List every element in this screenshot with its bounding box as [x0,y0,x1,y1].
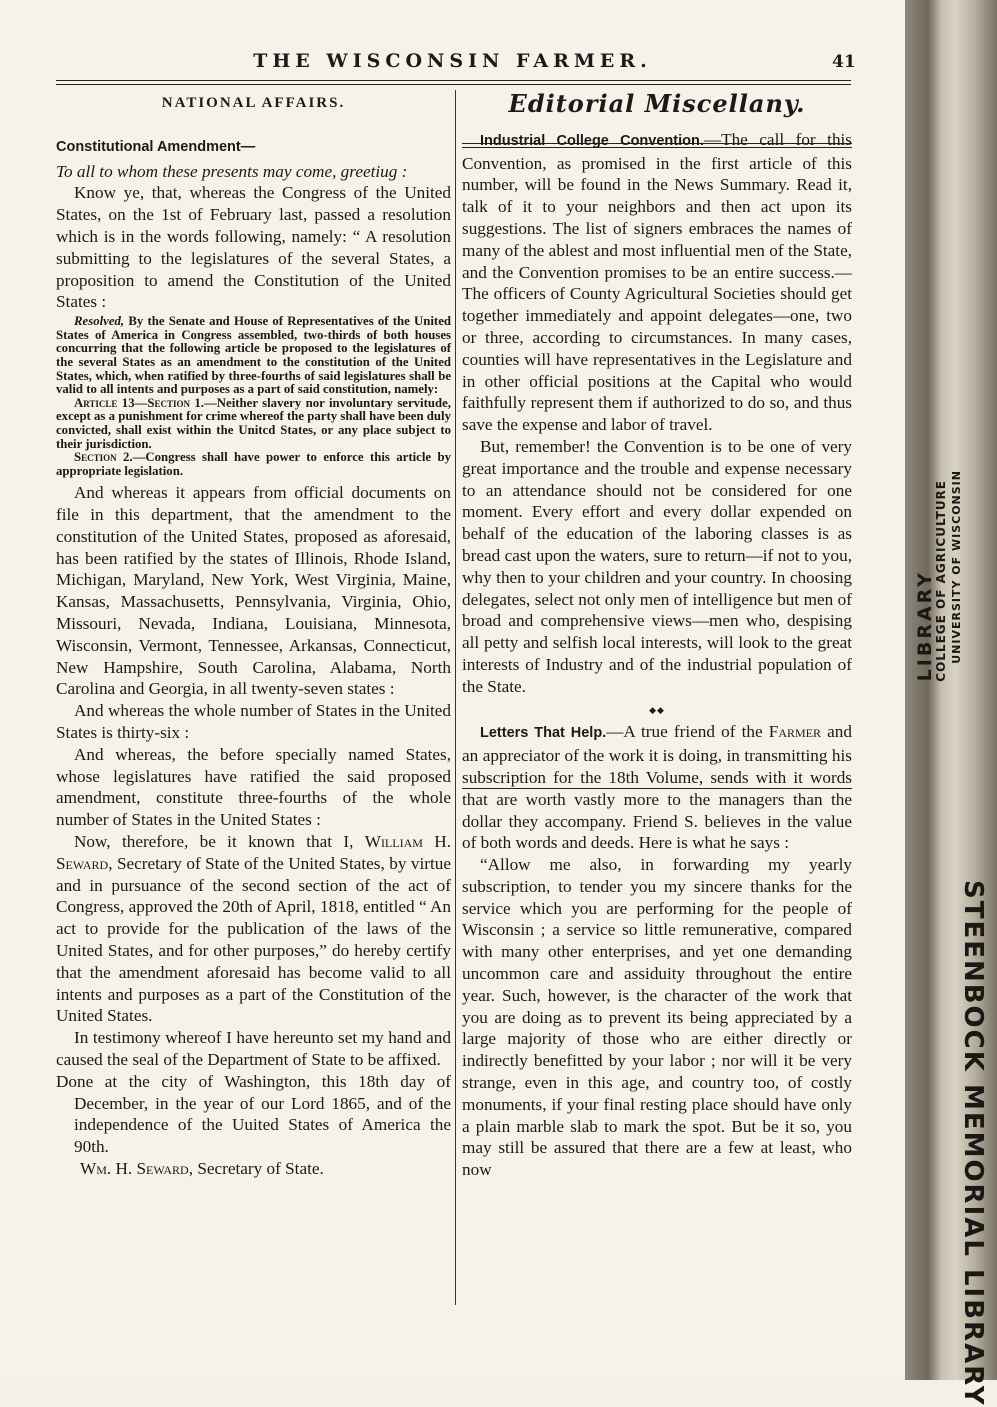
industrial-convention-heading: Industrial College Convention. [480,132,704,149]
proclamation-intro: Know ye, that, whereas the Congress of the United States, on the 1st of February last, passed a resolution which is in the words following, namely: “ A resolution submitting to the legislatures of the several States, a proposition to amend the Constitution of the United States : [56,183,451,312]
whereas-number-paragraph: And whereas the whole number of States in the United States is thirty-six : [56,701,451,743]
column-divider [455,90,456,1305]
certification-lead: Now, therefore, be it known that I, [74,832,365,852]
spine-steenbock-label: STEENBOCK MEMORIAL LIBRARY [958,880,988,1407]
farmer-word: Farmer [768,722,821,742]
certification-paragraph [56,831,451,1027]
section2-label: Section 2. [74,450,133,465]
masthead-title: THE WISCONSIN FARMER. [253,50,652,72]
resolved-body: By the Senate and House of Representatives of the United States of America in Congress assembled, two-thirds of both houses concurring that the following article be proposed to the legislatures of the several States as an amendment to the constitution of the United States, which, when ratified by three-fourths of said legislatures shall be valid to all intents and purposes as a part of said constitution, namely: [56,314,451,397]
spine-university-label: UNIVERSITY OF WISCONSIN [950,470,963,664]
salutation: To all to whom these presents may come, greetiug : [56,161,408,181]
constitutional-amendment-heading: Constitutional Amendment— [56,138,256,155]
section2-body: —Congress shall have power to enforce this article by appropriate legislation. [56,450,451,478]
resolved-label: Resolved, [74,314,125,329]
industrial-convention-body: —The call for this Convention, as promised in the first article of this number, will be found in the News Summary. Read it, talk of it to your neighbors and then act upon its suggestions. The list of signers embraces the names of many of the ablest and most influential men of the State, and the Convention promises to be an entire success.—The officers of County Agricultural Societies should get together immediately and appoint delegates—one, two or three, according to circumstances. In many cases, counties will have representatives in the Legislature and in other official positions at the Capital who would faithfully represent them if authorized to do so, and thus save the expense and labor of travel. [462,129,852,435]
remember-paragraph: But, remember! the Convention is to be one of very great importance and the trouble and expense necessary to an attendance should not be considered for one moment. Every effort and every dollar expended on behalf of the education of the laboring classes is as bread cast upon the waters, sure to return—if not to you, why then to your children and your country. In choosing delegates, select not only men of intelligence but men of broad and comprehensive views—men who, despising all petty and selfish local interests, will look to the great interests of Industry and of the industrial population of the State. [462,436,852,696]
national-affairs-title: NATIONAL AFFAIRS. [161,95,346,111]
seward-name: William H. Seward [56,832,451,873]
page-number: 41 [832,52,856,72]
done-at-paragraph: Done at the city of Washington, this 18th day of December, in the year of our Lord 1865, and of the independence of the Uuited States of America the 90th. [56,1071,451,1157]
letters-paragraph [462,721,852,854]
signature-title: , Secretary of State. [188,1159,324,1178]
subscriber-quote-paragraph: “Allow me also, in forwarding my yearly subscription, to tender you my sincere thanks for the service which you are performing for the people of Wisconsin ; a service so little remunerative, compared with many other enterprises, and yet one demanding uncommon care and assiduity throughout the entire year. Such, however, is the character of the work that you are doing as to prevent its being appreciated by a large majority of those who are either directly or indirectly benefitted by your labor ; nor will it be very strange, even in this age, and country too, of costly monuments, if your final resting place should have only a plain marble slab to mark the spot. But be it so, you may still be assured that there are a few at least, who now [462,855,852,1180]
resolution-text [56,315,451,478]
letters-body-a: —A true friend of the [606,722,769,742]
testimony-paragraph: In testimony whereof I have hereunto set my hand and caused the seal of the Department of State to be affixed. [56,1028,451,1070]
signature-line [56,1158,451,1180]
signature-name: Wm. H. Seward [80,1159,189,1178]
right-column [462,89,852,1181]
letters-body-b: and an appreciator of the work it is doing, in transmitting his subscription for the 18th Volume, sends with it words that are worth vastly more to the managers than the dollar they accompany. Friend S. believes in the value of both words and deeds. Here is what he says : [462,722,852,853]
letters-heading: Letters That Help. [480,725,607,742]
whereas-ratified-paragraph: And whereas it appears from official documents on file in this department, that the amendment to the constitution of the United States, proposed as aforesaid, has been ratified by the states of Illinois, Rhode Island, Michigan, Maryland, New York, West Virginia, Maine, Kansas, Massachusetts, Pennsylvania, Virginia, Ohio, Missouri, Nevada, Indiana, Louisiana, Minnesota, Wisconsin, Vermont, Tennessee, Arkansas, Connecticut, New Hampshire, South Carolina, Alabama, North Carolina and Georgia, in all twenty-seven states : [56,483,451,699]
spine-library-label: LIBRARY [914,570,936,682]
industrial-convention-paragraph [462,129,852,436]
whereas-three-fourths-paragraph: And whereas, the before specially named States, whose legislatures have ratified the said proposed amendment, constitute three-fourths of the whole number of States in the United States : [56,744,451,830]
certification-body: , Secretary of State of the United States, by virtue and in pursuance of the second section of the act of Congress, approved the 20th of April, 1818, entitled “ An act to provide for the publication of the laws of the United States, and for other purposes,” do hereby certify that the amendment aforesaid has become valid to all intents and purposes as a part of the Constitution of the United States. [56,853,451,1026]
section-ornament: ◆◆ [649,704,665,715]
article-body: —Neither slavery nor involuntary servitude, except as a punishment for crime whereof the party shall have been duly convicted, shall exist within the Unitcd States, or any place subject to their jurisdiction. [56,395,451,451]
header-rule-bottom [56,84,851,85]
left-column [56,93,451,1180]
editorial-miscellany-title: Editorial Miscellany. [508,89,806,118]
article-label: Article 13—Section 1. [74,395,204,410]
spine-college-label: COLLEGE OF AGRICULTURE [934,480,948,682]
header-rule-top [56,80,851,81]
